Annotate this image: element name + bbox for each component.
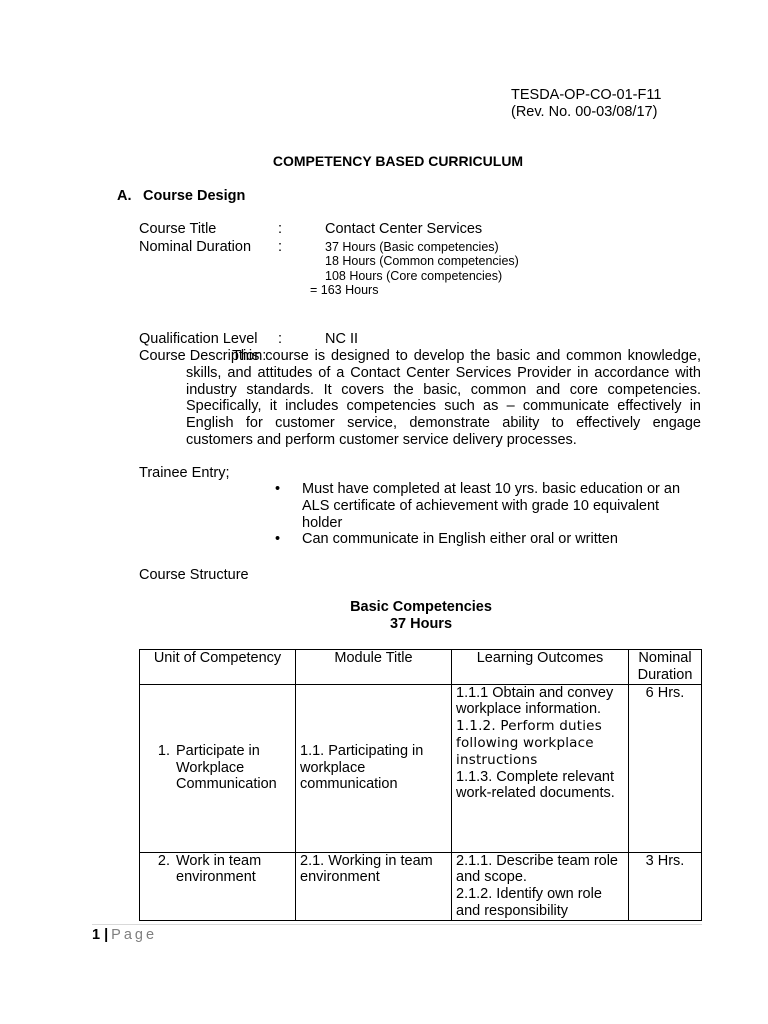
qualification-level-colon: : [278,331,283,347]
course-title-colon: : [278,221,283,237]
outcomes-cell [452,852,629,920]
basic-competencies-heading [0,599,768,633]
document-id [511,87,661,121]
bullet-icon: • [275,481,281,497]
list-item [275,481,695,531]
unit-cell [140,852,296,920]
duration-cell: 3 Hrs. [629,852,702,920]
table-row [140,684,702,852]
duration-total: = 163 Hours [310,282,379,297]
module-cell: 1.1. Participating in workplace communication [296,684,452,852]
page-footer [92,927,157,943]
page-number: 1 | [92,927,109,943]
table-row [140,852,702,920]
trainee-entry-label: Trainee Entry; [139,465,230,481]
trainee-entry-list [275,481,695,548]
nominal-duration-label: Nominal Duration [139,239,252,255]
nominal-duration-colon: : [278,239,283,255]
unit-name: Participate in Workplace Communication [176,742,277,793]
duration-core: 108 Hours (Core competencies) [325,268,503,283]
column-header-duration: Nominal Duration [629,650,702,685]
learning-outcome: 1.1.1 Obtain and convey workplace information. [456,684,614,718]
footer-divider [92,924,702,925]
learning-outcome: 2.1.2. Identify own role and responsibility [456,886,602,919]
qualification-level-label: Qualification Level [139,331,258,347]
module-cell: 2.1. Working in team environment [296,852,452,920]
duration-cell: 6 Hrs. [629,684,702,852]
course-description-label: Course Description: [139,348,267,364]
basic-competencies-hours: 37 Hours [389,616,453,632]
table-header-row [140,650,702,685]
section-title: Course Design [143,188,246,204]
duration-basic: 37 Hours (Basic competencies) [325,240,499,254]
course-structure-label: Course Structure [139,567,249,583]
unit-number: 2. [157,852,170,869]
list-item-text: Must have completed at least 10 yrs. basic education or an ALS certificate of achievement with grade 10 equivalent holder [302,481,681,531]
qualification-level-value: NC II [325,331,359,347]
course-description-body: This course is designed to develop the basic and common knowledge, skills, and attitudes of a Contact Center Services Provider in accordance with industry standards. It covers the basic, common and core competencies. Specifically, it includes competencies such as – communicate effectively in English for customer service, demonstrate ability to effectively engage customers and perform customer service delivery processes. [186,348,701,448]
unit-number: 1. [157,742,170,759]
page-word: Page [111,927,158,943]
nominal-duration-values [310,240,519,297]
revision-number: (Rev. No. 00-03/08/17) [511,104,658,120]
form-code: TESDA-OP-CO-01-F11 [511,87,662,103]
column-header-unit: Unit of Competency [140,650,296,685]
section-heading [117,188,245,204]
course-title-label: Course Title [139,221,217,237]
list-item [275,531,695,548]
learning-outcome: 1.1.3. Complete relevant work-related documents. [456,768,615,802]
unit-name: Work in team environment [176,852,262,886]
list-item-text: Can communicate in English either oral or written [302,531,618,548]
learning-outcome: 2.1.1. Describe team role and scope. [456,852,618,886]
learning-outcome: 1.1.2. Perform duties following workplace instructions [456,718,602,768]
section-letter: A. [117,188,132,204]
course-title-value: Contact Center Services [325,221,483,237]
basic-competencies-title: Basic Competencies [350,599,492,615]
outcomes-cell [452,684,629,852]
duration-common: 18 Hours (Common competencies) [325,254,519,269]
document-title: COMPETENCY BASED CURRICULUM [272,153,524,169]
competency-table [139,649,702,921]
unit-cell [140,684,296,852]
column-header-outcomes: Learning Outcomes [452,650,629,685]
bullet-icon: • [275,531,281,548]
column-header-module: Module Title [296,650,452,685]
